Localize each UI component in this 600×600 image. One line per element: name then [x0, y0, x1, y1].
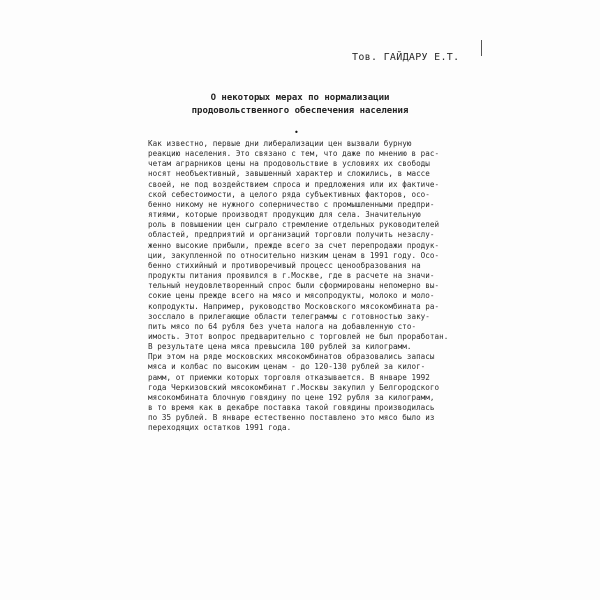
body-line: рамм, от приемки которых торговля отказывается. В январе 1992 [148, 372, 430, 382]
body-line: в то время как в декабре поставка такой говядины производилась [148, 403, 435, 413]
body-line: зосслало в прилегающие области телеграммы с готовностью заку- [148, 311, 430, 321]
body-paragraph [148, 139, 478, 434]
body-line: ятиями, которые производят продукцию для села. Значительную [148, 210, 421, 220]
body-line: переходящих остатков 1991 года. [148, 423, 292, 433]
body-line: по 35 рублей. В январе естественно поставлено это мясо было из [148, 413, 435, 423]
body-line: копродукты. Например, руководство Московского мясокомбината ра- [148, 301, 440, 311]
addressee-line: Тов. ГАЙДАРУ Е.Т. [352, 52, 460, 63]
body-line: сокие цены прежде всего на мясо и мясопродукты, молоко и моло- [148, 291, 435, 301]
body-line: своей, не под воздействием спроса и предложения или их фактиче- [148, 179, 440, 189]
body-line: ской себестоимости, а целого ряда субъективных факторов, осо- [148, 189, 430, 199]
margin-mark [481, 40, 482, 56]
body-line: реакцию населения. Это связано с тем, что даже по мнению в рас- [148, 149, 440, 159]
body-line: пить мясо по 64 рубля без учета налога на добавленную сто- [148, 321, 417, 331]
body-line: носят необъективный, завышенный характер и сложились, в массе [148, 169, 430, 179]
title-line: продовольственного обеспечения населения [191, 106, 409, 116]
body-line: мясокомбината блочную говядину по цене 192 рубля за килограмм, [148, 392, 435, 402]
body-line: В результате цена мяса превысила 100 рублей за килограмм. [148, 342, 412, 352]
body-line: мяса и колбас по высоким ценам - до 120-130 рублей за килог- [148, 362, 426, 372]
body-line: женно высокие прибыли, прежде всего за счет перепродажи продук- [148, 240, 440, 250]
body-line: года Черкизовский мясокомбинат г.Москвы закупил у Белгородского [148, 382, 440, 392]
body-line: тельный неудовлетворенный спрос были сформированы непомерно вы- [148, 281, 440, 291]
section-bullet: • [294, 128, 299, 137]
document-title [150, 92, 450, 118]
body-line: ции, закупленной по относительно низким ценам в 1991 году. Осо- [148, 250, 440, 260]
body-line: бенно никому не нужного соперничество с промышленными предпри- [148, 199, 435, 209]
body-line: роль в повышении цен сыграло стремление отдельных руководителей [148, 220, 440, 230]
body-line: бенно стихийный и противоречивый процесс ценообразования на [148, 260, 421, 270]
body-line: имость. Этот вопрос предварительно с торговлей не был проработан. [148, 331, 449, 341]
body-line: четам аграрников цены на продовольствие в условиях их свободы [148, 159, 430, 169]
title-line: О некоторых мерах по нормализации [210, 93, 390, 103]
body-line: Как известно, первые дни либерализации цен вызвали бурную [148, 139, 412, 148]
body-line: областей, предприятий и организаций торговли получить незаслу- [148, 230, 435, 240]
body-line: При этом на ряде московских мясокомбинатов образовались запасы [148, 352, 435, 362]
body-line: продукты питания проявился в г.Москве, где в расчете на значи- [148, 271, 435, 281]
